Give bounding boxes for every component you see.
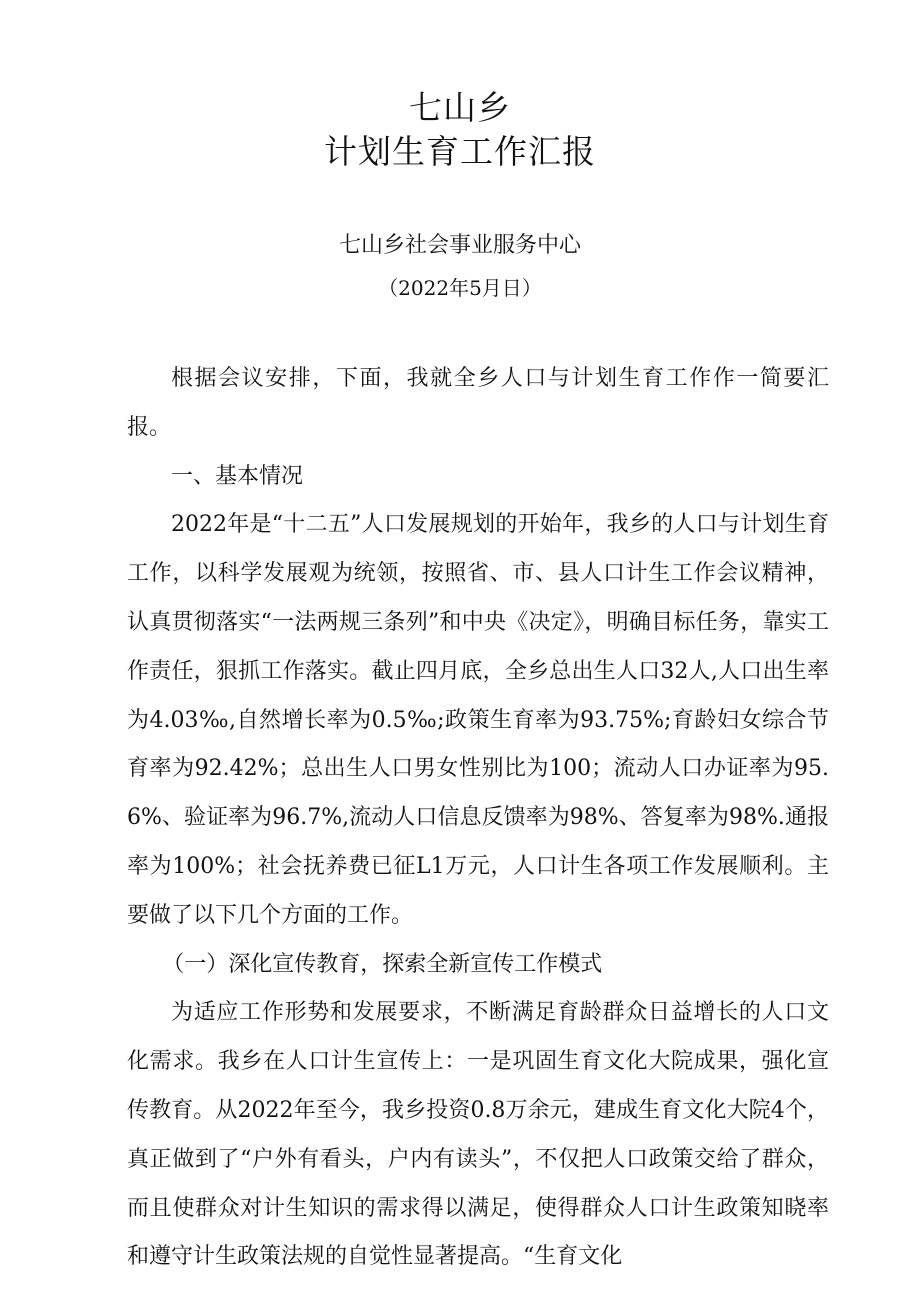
subsection-heading-publicity: （一）深化宣传教育，探索全新宣传工作模式 <box>162 951 603 977</box>
section-heading-basic-situation: 一、基本情况 <box>171 463 304 489</box>
publicity-paragraph: 为适应工作形势和发展要求，不断满足育龄群众日益增长的人口文化需求。我乡在人口计生宣传上：一是巩固生育文化大院成果，强化宣传教育。从2022年至今，我乡投资0.8万余元，建成生育文化大院4个，真正做到了“户外有看头，户内有读头”，不仅把人口政策交给了群众，而且使群众对计生知识的需求得以满足，使得群众人口计生政策知晓率和遵守计生政策法规的自觉性显著提高。“生育文化 <box>127 1000 829 1270</box>
document-title-line2: 计划生育工作汇报 <box>324 132 596 171</box>
document-title-line1: 七山乡 <box>409 88 511 127</box>
basic-situation-paragraph: 2022年是“十二五”人口发展规划的开始年，我乡的人口与计划生育工作，以科学发展观为统领，按照省、市、县人口计生工作会议精神，认真贯彻落实“一法两规三条列”和中央《决定》，明确目标任务，靠实工作责任，狠抓工作落实。截止四月底，全乡总出生人口32人,人口出生率为4.03‰,自然增长率为0.5‰;政策生育率为93.75%;育龄妇女综合节育率为92.42%；总出生人口男女性别比为100；流动人口办证率为95.6%、验证率为96.7%,流动人口信息反馈率为98%、答复率为98%.通报率为100%；社会抚养费已征L1万元，人口计生各项工作发展顺利。主要做了以下几个方面的工作。 <box>127 512 830 928</box>
organization-name: 七山乡社会事业服务中心 <box>338 233 581 258</box>
document-body <box>127 355 829 1282</box>
report-date: （2022年5月日） <box>378 276 542 300</box>
intro-paragraph: 根据会议安排，下面，我就全乡人口与计划生育工作作一简要汇报。 <box>127 366 829 440</box>
